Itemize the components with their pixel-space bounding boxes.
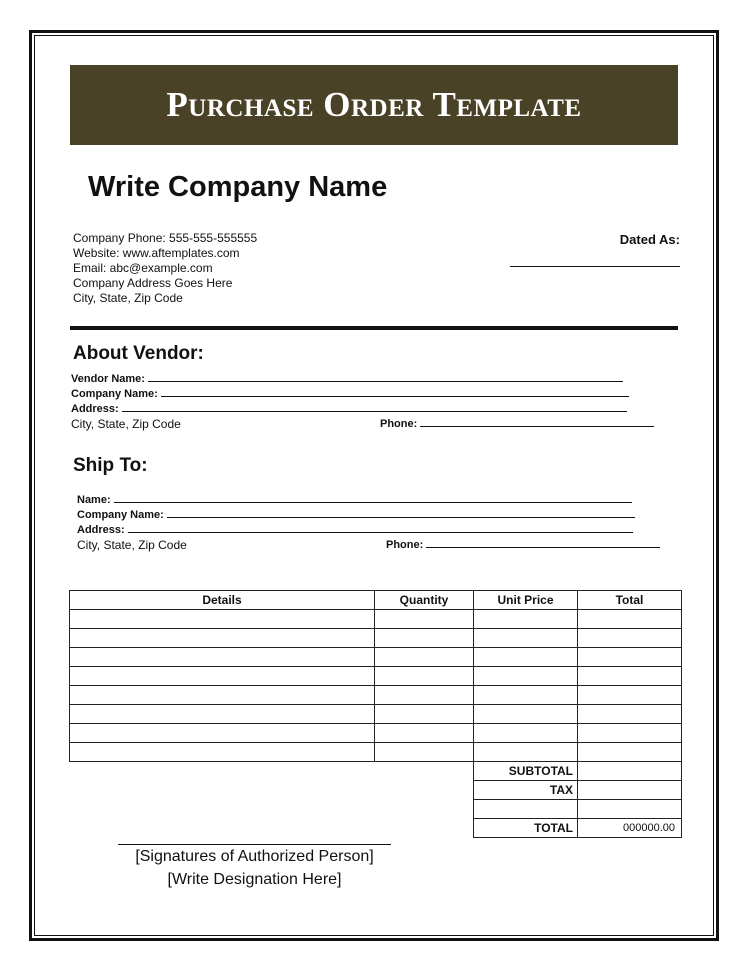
table-row xyxy=(70,610,682,629)
dated-as-field[interactable] xyxy=(510,266,680,267)
details-cell[interactable] xyxy=(70,743,375,762)
company-website: Website: www.aftemplates.com xyxy=(73,246,240,260)
details-cell[interactable] xyxy=(70,667,375,686)
title-banner xyxy=(70,65,678,145)
spacer-value[interactable] xyxy=(578,800,682,819)
unit-price-cell[interactable] xyxy=(474,648,578,667)
unit-price-cell[interactable] xyxy=(474,610,578,629)
ship-city-row xyxy=(77,538,187,552)
quantity-cell[interactable] xyxy=(375,629,474,648)
ship-name-row xyxy=(77,493,632,506)
total-cell[interactable] xyxy=(578,648,682,667)
quantity-cell[interactable] xyxy=(375,743,474,762)
tax-row xyxy=(70,781,682,800)
total-cell[interactable] xyxy=(578,667,682,686)
company-info xyxy=(73,231,257,306)
vendor-name-label: Vendor Name: xyxy=(71,373,145,385)
details-cell[interactable] xyxy=(70,629,375,648)
total-cell[interactable] xyxy=(578,686,682,705)
company-phone: Company Phone: 555-555-555555 xyxy=(73,231,258,245)
company-name: Write Company Name xyxy=(88,171,388,203)
vendor-name-row xyxy=(71,372,623,385)
table-header-row xyxy=(70,591,682,610)
vendor-section-title: About Vendor: xyxy=(73,343,204,364)
total-label: TOTAL xyxy=(474,819,578,838)
total-cell[interactable] xyxy=(578,610,682,629)
details-cell[interactable] xyxy=(70,648,375,667)
vendor-address-row xyxy=(71,402,627,415)
table-row xyxy=(70,705,682,724)
table-row xyxy=(70,743,682,762)
ship-phone-row xyxy=(386,538,660,551)
table-row xyxy=(70,667,682,686)
company-address: Company Address Goes Here xyxy=(73,276,233,290)
company-email: Email: abc@example.com xyxy=(73,261,213,275)
details-cell[interactable] xyxy=(70,686,375,705)
vendor-city-row xyxy=(71,417,181,431)
spacer-cell xyxy=(474,800,578,819)
vendor-address-field[interactable] xyxy=(122,402,627,412)
ship-city-label: City, State, Zip Code xyxy=(77,538,187,552)
vendor-company-label: Company Name: xyxy=(71,388,158,400)
header-unit-price: Unit Price xyxy=(474,591,578,610)
total-cell[interactable] xyxy=(578,705,682,724)
subtotal-row xyxy=(70,762,682,781)
header-quantity: Quantity xyxy=(375,591,474,610)
vendor-city-label: City, State, Zip Code xyxy=(71,417,181,431)
dated-as-label: Dated As: xyxy=(619,232,680,247)
document-title: Purchase Order Template xyxy=(166,85,582,124)
subtotal-label: SUBTOTAL xyxy=(474,762,578,781)
unit-price-cell[interactable] xyxy=(474,629,578,648)
ship-section-title: Ship To: xyxy=(73,455,148,476)
ship-address-label: Address: xyxy=(77,524,125,536)
header-details: Details xyxy=(70,591,375,610)
signature-label: [Signatures of Authorized Person] xyxy=(135,848,374,865)
ship-phone-label: Phone: xyxy=(386,539,424,551)
unit-price-cell[interactable] xyxy=(474,705,578,724)
signature-line[interactable] xyxy=(118,844,391,845)
quantity-cell[interactable] xyxy=(375,610,474,629)
table-row xyxy=(70,686,682,705)
vendor-phone-row xyxy=(380,417,654,430)
spacer-row xyxy=(70,800,682,819)
vendor-company-row xyxy=(71,387,629,400)
vendor-company-field[interactable] xyxy=(161,387,629,397)
ship-company-label: Company Name: xyxy=(77,509,164,521)
quantity-cell[interactable] xyxy=(375,667,474,686)
table-row xyxy=(70,629,682,648)
total-value[interactable]: 000000.00 xyxy=(578,819,682,838)
designation-label: [Write Designation Here] xyxy=(167,871,342,888)
ship-company-row xyxy=(77,508,635,521)
vendor-name-field[interactable] xyxy=(148,372,623,382)
company-city: City, State, Zip Code xyxy=(73,291,183,305)
unit-price-cell[interactable] xyxy=(474,743,578,762)
vendor-phone-label: Phone: xyxy=(380,418,418,430)
header-total: Total xyxy=(578,591,682,610)
tax-value[interactable] xyxy=(578,781,682,800)
ship-phone-field[interactable] xyxy=(426,538,660,548)
ship-name-field[interactable] xyxy=(114,493,632,503)
items-table xyxy=(69,590,682,838)
table-row xyxy=(70,724,682,743)
tax-label: TAX xyxy=(474,781,578,800)
section-divider xyxy=(70,326,678,330)
unit-price-cell[interactable] xyxy=(474,667,578,686)
total-cell[interactable] xyxy=(578,629,682,648)
ship-address-field[interactable] xyxy=(128,523,633,533)
total-cell[interactable] xyxy=(578,743,682,762)
unit-price-cell[interactable] xyxy=(474,686,578,705)
ship-address-row xyxy=(77,523,633,536)
details-cell[interactable] xyxy=(70,705,375,724)
quantity-cell[interactable] xyxy=(375,686,474,705)
quantity-cell[interactable] xyxy=(375,648,474,667)
subtotal-value[interactable] xyxy=(578,762,682,781)
quantity-cell[interactable] xyxy=(375,705,474,724)
table-row xyxy=(70,648,682,667)
quantity-cell[interactable] xyxy=(375,724,474,743)
ship-company-field[interactable] xyxy=(167,508,635,518)
ship-name-label: Name: xyxy=(77,494,111,506)
vendor-address-label: Address: xyxy=(71,403,119,415)
total-row xyxy=(70,819,682,838)
details-cell[interactable] xyxy=(70,724,375,743)
vendor-phone-field[interactable] xyxy=(420,417,654,427)
unit-price-cell[interactable] xyxy=(474,724,578,743)
total-cell[interactable] xyxy=(578,724,682,743)
details-cell[interactable] xyxy=(70,610,375,629)
